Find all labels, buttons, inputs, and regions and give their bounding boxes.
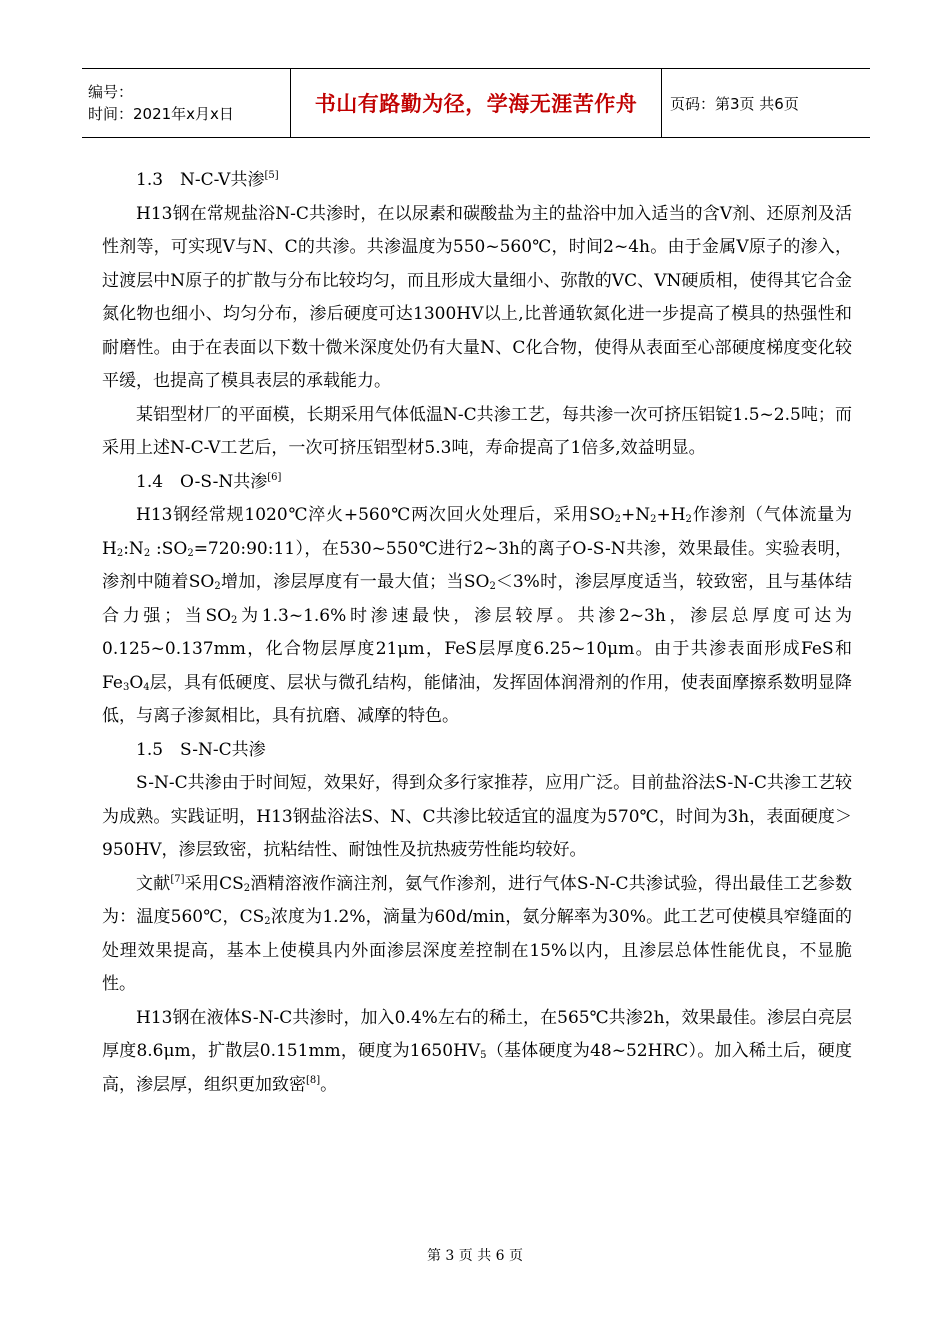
paragraph: 文献[7]采用$CS_2$酒精溶液作滴注剂，氨气作渗剂，进行气体S-N-C共渗试验，得出最佳工艺参数为：温度560℃，$CS_2$浓度为1.2%，滴量为60d/min，氨分解率为30%。此工艺可使模具窄缝面的处理效果提高，基本上使模具内外面渗层深度差控制在15%以内，且渗层总体性能优良，不显脆性。 <box>102 873 853 994</box>
page-footer: 第 3 页 共 6 页 <box>426 1248 524 1264</box>
section-heading-1-5: 1.5 S-N-C共渗 <box>136 739 266 760</box>
section-heading-1-3: 1.3 N-C-V共渗[5] <box>136 170 279 190</box>
paragraph: H13钢经常规1020℃淬火+560℃两次回火处理后，采用$SO_2+N_2+H_2$作渗剂（气体流量为$H_2:N_2$ $:SO_2=720:90:11$），在530~550℃进行2~3h的离子O-S-N共渗，效果最佳。实验表明，渗剂中随着$SO_2$增加，渗层厚度有一最大值；当$SO_2<3\%$时，渗层厚度适当，较致密，且与基体结合力强；当$SO_2$为1.3~1.6%时渗速最快，渗层较厚。共渗2~3h，渗层总厚度可达为0.125~0.137mm，化合物层厚度21μm，FeS层厚度6.25~10μm。由于共渗表面形成FeS和$Fe_3O_4$层，具有低硬度、层状与微孔结构，能储油，发挥固体润滑剂的作用，使表面摩擦系数明显降低，与离子渗氮相比，具有抗磨、减摩的特色。 <box>102 505 852 726</box>
paragraph: S-N-C共渗由于时间短，效果好，得到众多行家推荐，应用广泛。目前盐浴法S-N-C共渗工艺较为成熟。实践证明，H13钢盐浴法S、N、C共渗比较适宜的温度为570℃，时间为3h，表面硬度＞950HV，渗层致密，抗粘结性、耐蚀性及抗热疲劳性能均较好。 <box>102 773 852 860</box>
section-heading-1-4: 1.4 O-S-N共渗[6] <box>136 471 282 492</box>
citation-ref: [7] <box>170 873 185 885</box>
paragraph: H13钢在常规盐浴N-C共渗时，在以尿素和碳酸盐为主的盐浴中加入适当的含V剂、还原剂及活性剂等，可实现V与N、C的共渗。共渗温度为550~560℃，时间2~4h。由于金属V原子的渗入，过渡层中N原子的扩散与分布比较均匀，而且形成大量细小、弥散的VC、VN硬质相，使得其它合金氮化物也细小、均匀分布，渗后硬度可达1300HV以上,比普通软氮化进一步提高了模具的热强性和耐磨性。由于在表面以下数十微米深度处仍有大量N、C化合物，使得从表面至心部硬度梯度变化较平缓，也提高了模具表层的承载能力。 <box>102 203 852 391</box>
paragraph: 某铝型材厂的平面模，长期采用气体低温N-C共渗工艺，每共渗一次可挤压铝锭1.5~2.5吨；而采用上述N-C-V工艺后，一次可挤压铝型材5.3吨，寿命提高了1倍多,效益明显。 <box>102 404 852 458</box>
page-header <box>82 68 870 138</box>
header-motto: 书山有路勤为径，学海无涯苦作舟 <box>291 69 662 137</box>
citation-ref: [8] <box>306 1074 321 1086</box>
header-page-code: 页码：第3页 共6页 <box>670 94 799 113</box>
citation-ref: [6] <box>267 471 282 483</box>
header-meta <box>82 69 291 137</box>
code-label: 编号： <box>88 83 134 101</box>
paragraph: H13钢在液体S-N-C共渗时，加入0.4%左右的稀土，在565℃共渗2h，效果最佳。渗层白亮层厚度8.6μm，扩散层0.151mm，硬度为$1650HV_5$（基体硬度为48~52HRC）。加入稀土后，硬度高，渗层厚，组织更加致密[8]。 <box>102 1007 852 1095</box>
citation-ref: [5] <box>264 170 279 181</box>
time-label: 时间：2021年x月x日 <box>88 105 234 123</box>
document-body <box>102 164 852 1102</box>
